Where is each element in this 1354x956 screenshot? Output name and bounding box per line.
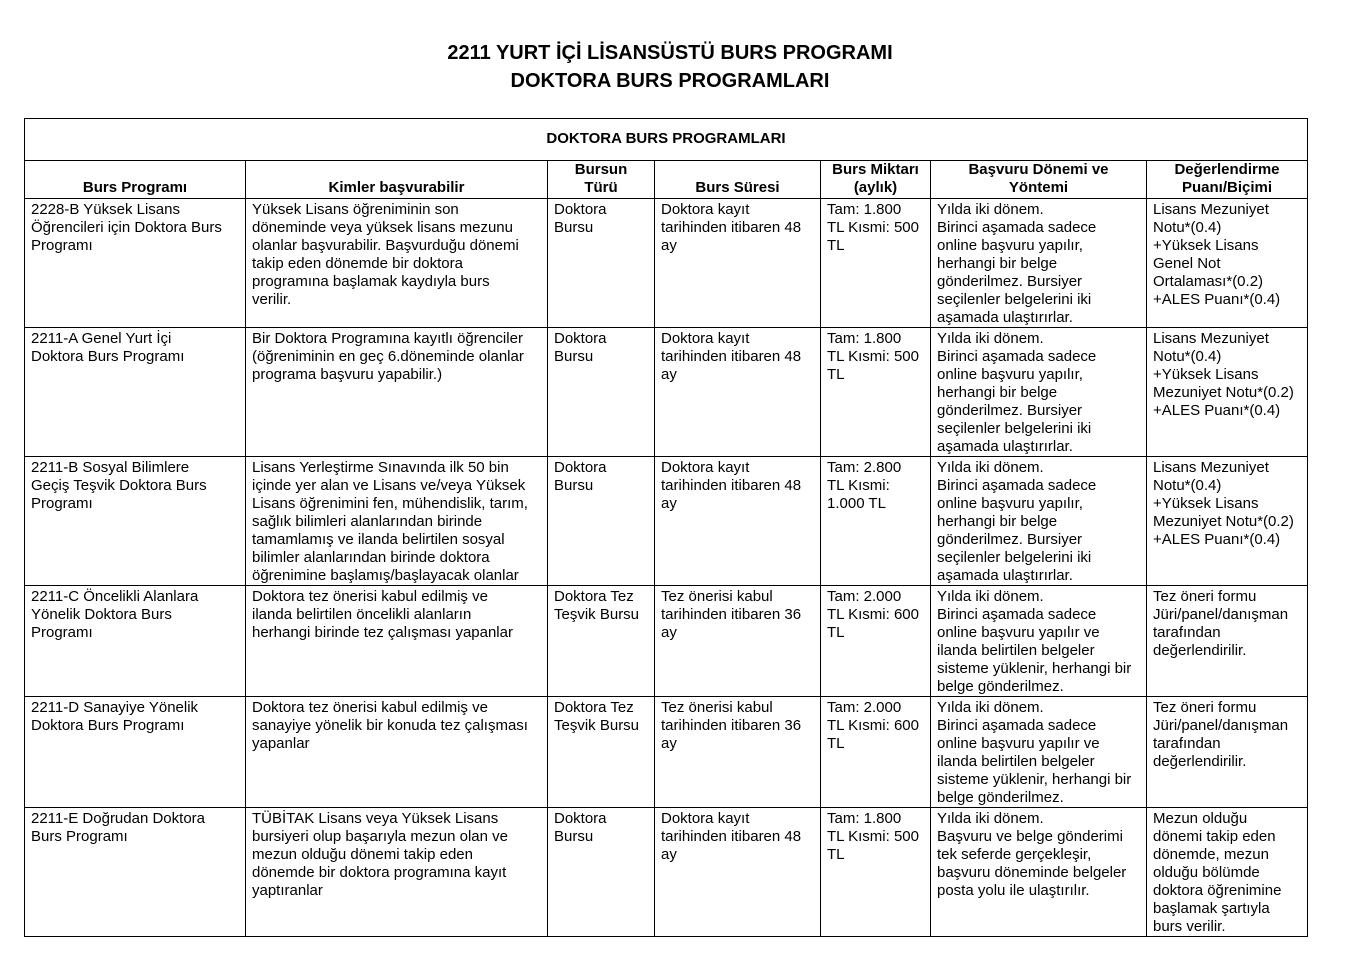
table-row	[25, 697, 1308, 808]
cell-amount: Tam: 1.800 TL Kısmi: 500 TL	[821, 808, 931, 937]
cell-evaluation: Lisans Mezuniyet Notu*(0.4) +Yüksek Lisans Genel Not Ortalaması*(0.2) +ALES Puanı*(0.4)	[1147, 199, 1308, 328]
cell-type: Doktora Tez Teşvik Bursu	[548, 586, 655, 697]
cell-application: Yılda iki dönem. Birinci aşamada sadece online başvuru yapılır, herhangi bir belge gönderilmez. Bursiyer seçilenler belgelerini iki aşamada ulaştırırlar.	[931, 457, 1147, 586]
cell-evaluation: Lisans Mezuniyet Notu*(0.4) +Yüksek Lisans Mezuniyet Notu*(0.2) +ALES Puanı*(0.4)	[1147, 328, 1308, 457]
cell-type: Doktora Bursu	[548, 808, 655, 937]
column-header-application: Başvuru Dönemi ve Yöntemi	[931, 161, 1147, 199]
table-header-row	[25, 161, 1308, 199]
table-row	[25, 808, 1308, 937]
cell-application: Yılda iki dönem. Birinci aşamada sadece online başvuru yapılır, herhangi bir belge gönderilmez. Bursiyer seçilenler belgelerini iki aşamada ulaştırırlar.	[931, 199, 1147, 328]
table-row	[25, 457, 1308, 586]
table-row	[25, 199, 1308, 328]
cell-application: Yılda iki dönem. Başvuru ve belge gönderimi tek seferde gerçekleşir, başvuru döneminde belgeler posta yolu ile ulaştırılır.	[931, 808, 1147, 937]
cell-eligibility: Doktora tez önerisi kabul edilmiş ve sanayiye yönelik bir konuda tez çalışması yapanlar	[246, 697, 548, 808]
column-header-amount: Burs Miktarı (aylık)	[821, 161, 931, 199]
cell-type: Doktora Bursu	[548, 199, 655, 328]
cell-duration: Tez önerisi kabul tarihinden itibaren 36 ay	[655, 697, 821, 808]
cell-application: Yılda iki dönem. Birinci aşamada sadece online başvuru yapılır, herhangi bir belge gönderilmez. Bursiyer seçilenler belgelerini iki aşamada ulaştırırlar.	[931, 328, 1147, 457]
cell-duration: Doktora kayıt tarihinden itibaren 48 ay	[655, 457, 821, 586]
cell-evaluation: Mezun olduğu dönemi takip eden dönemde, mezun olduğu bölümde doktora öğrenimine başlamak şartıyla burs verilir.	[1147, 808, 1308, 937]
cell-program: 2211-A Genel Yurt İçi Doktora Burs Programı	[25, 328, 246, 457]
cell-eligibility: Doktora tez önerisi kabul edilmiş ve ilanda belirtilen öncelikli alanların herhangi birinde tez çalışması yapanlar	[246, 586, 548, 697]
cell-application: Yılda iki dönem. Birinci aşamada sadece online başvuru yapılır ve ilanda belirtilen belgeler sisteme yüklenir, herhangi bir belge gönderilmez.	[931, 697, 1147, 808]
column-header-duration: Burs Süresi	[655, 161, 821, 199]
cell-duration: Doktora kayıt tarihinden itibaren 48 ay	[655, 199, 821, 328]
column-header-eligibility: Kimler başvurabilir	[246, 161, 548, 199]
cell-amount: Tam: 2.000 TL Kısmi: 600 TL	[821, 697, 931, 808]
cell-eligibility: TÜBİTAK Lisans veya Yüksek Lisans bursiyeri olup başarıyla mezun olan ve mezun olduğu dönemi takip eden dönemde bir doktora programına kayıt yaptıranlar	[246, 808, 548, 937]
cell-amount: Tam: 2.000 TL Kısmi: 600 TL	[821, 586, 931, 697]
column-header-evaluation: Değerlendirme Puanı/Biçimi	[1147, 161, 1308, 199]
table-row	[25, 328, 1308, 457]
cell-program: 2211-B Sosyal Bilimlere Geçiş Teşvik Doktora Burs Programı	[25, 457, 246, 586]
column-header-type: Bursun Türü	[548, 161, 655, 199]
cell-amount: Tam: 1.800 TL Kısmi: 500 TL	[821, 199, 931, 328]
cell-eligibility: Yüksek Lisans öğreniminin son döneminde veya yüksek lisans mezunu olanlar başvurabilir. Başvurduğu dönemi takip eden dönemde bir doktora programına başlamak kaydıyla burs verilir.	[246, 199, 548, 328]
scholarship-table	[24, 118, 1308, 937]
cell-application: Yılda iki dönem. Birinci aşamada sadece online başvuru yapılır ve ilanda belirtilen belgeler sisteme yüklenir, herhangi bir belge gönderilmez.	[931, 586, 1147, 697]
cell-program: 2211-C Öncelikli Alanlara Yönelik Doktora Burs Programı	[25, 586, 246, 697]
cell-duration: Doktora kayıt tarihinden itibaren 48 ay	[655, 808, 821, 937]
cell-duration: Tez önerisi kabul tarihinden itibaren 36 ay	[655, 586, 821, 697]
cell-evaluation: Lisans Mezuniyet Notu*(0.4) +Yüksek Lisans Mezuniyet Notu*(0.2) +ALES Puanı*(0.4)	[1147, 457, 1308, 586]
column-header-program: Burs Programı	[25, 161, 246, 199]
table-body	[25, 199, 1308, 937]
cell-evaluation: Tez öneri formu Jüri/panel/danışman tarafından değerlendirilir.	[1147, 586, 1308, 697]
table-row	[25, 586, 1308, 697]
cell-program: 2211-E Doğrudan Doktora Burs Programı	[25, 808, 246, 937]
cell-type: Doktora Tez Teşvik Bursu	[548, 697, 655, 808]
cell-eligibility: Bir Doktora Programına kayıtlı öğrenciler (öğreniminin en geç 6.döneminde olanlar programa başvuru yapabilir.)	[246, 328, 548, 457]
cell-amount: Tam: 1.800 TL Kısmi: 500 TL	[821, 328, 931, 457]
cell-type: Doktora Bursu	[548, 457, 655, 586]
cell-duration: Doktora kayıt tarihinden itibaren 48 ay	[655, 328, 821, 457]
cell-eligibility: Lisans Yerleştirme Sınavında ilk 50 bin içinde yer alan ve Lisans ve/veya Yüksek Lisans öğrenimini fen, mühendislik, tarım, sağlık bilimleri alanlarından birinde tamamlamış ve ilanda belirtilen sosyal bilimler alanlarından birinde doktora öğrenimine başlamış/başlayacak olanlar	[246, 457, 548, 586]
cell-program: 2228-B Yüksek Lisans Öğrencileri için Doktora Burs Programı	[25, 199, 246, 328]
cell-evaluation: Tez öneri formu Jüri/panel/danışman tarafından değerlendirilir.	[1147, 697, 1308, 808]
table-caption: DOKTORA BURS PROGRAMLARI	[25, 119, 1308, 161]
cell-amount: Tam: 2.800 TL Kısmi: 1.000 TL	[821, 457, 931, 586]
cell-type: Doktora Bursu	[548, 328, 655, 457]
cell-program: 2211-D Sanayiye Yönelik Doktora Burs Programı	[25, 697, 246, 808]
document-title: 2211 YURT İÇİ LİSANSÜSTÜ BURS PROGRAMI	[447, 42, 893, 64]
document-subtitle: DOKTORA BURS PROGRAMLARI	[510, 70, 830, 92]
